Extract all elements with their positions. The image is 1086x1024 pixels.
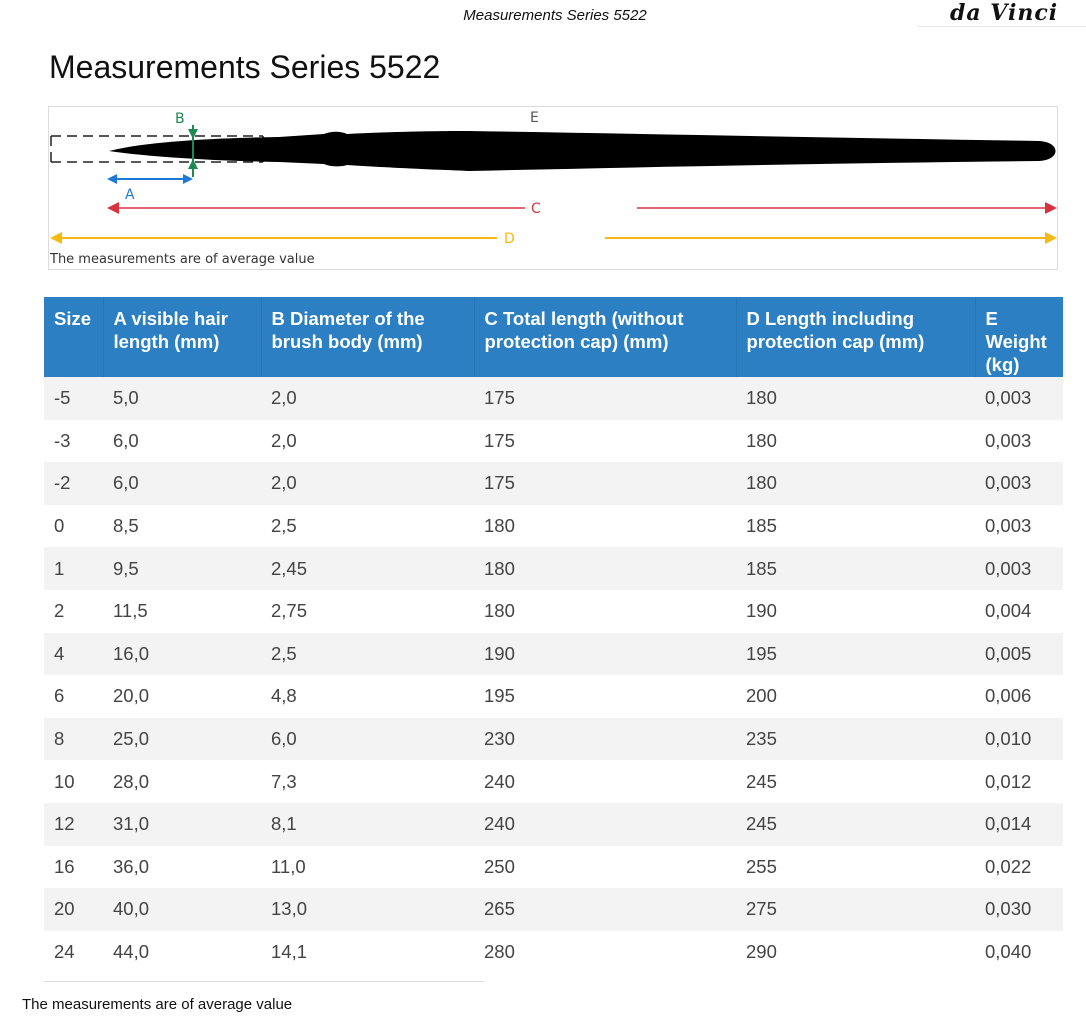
table-cell: 180 — [736, 377, 975, 420]
footnote: The measurements are of average value — [22, 996, 293, 1013]
table-cell: 2,0 — [261, 462, 474, 505]
page-title: Measurements Series 5522 — [49, 49, 441, 85]
label-b: B — [175, 111, 185, 127]
table-cell: 24 — [44, 931, 103, 974]
table-row — [44, 547, 1063, 590]
table-row — [44, 377, 1063, 420]
label-a: A — [125, 187, 135, 203]
table-cell: 180 — [474, 590, 736, 633]
table-cell: 175 — [474, 377, 736, 420]
table-cell: 2,75 — [261, 590, 474, 633]
table-row — [44, 633, 1063, 676]
brush-diagram-svg — [49, 107, 1059, 271]
table-row — [44, 931, 1063, 974]
table-cell: 250 — [474, 846, 736, 889]
table-cell: 13,0 — [261, 888, 474, 931]
table-cell: 8,5 — [103, 505, 261, 548]
col-diameter: B Diameter of the brush body (mm) — [261, 297, 474, 377]
col-size: Size — [44, 297, 103, 377]
table-cell: 240 — [474, 760, 736, 803]
label-c: C — [531, 201, 541, 217]
table-cell: 1 — [44, 547, 103, 590]
table-cell: 2,5 — [261, 505, 474, 548]
table-header-row — [44, 297, 1063, 377]
table-cell: 7,3 — [261, 760, 474, 803]
logo-text: da Vinci — [950, 0, 1059, 26]
table-cell: 0,006 — [975, 675, 1063, 718]
table-row — [44, 718, 1063, 761]
table-cell: 0,040 — [975, 931, 1063, 974]
table-cell: 0,010 — [975, 718, 1063, 761]
table-cell: 14,1 — [261, 931, 474, 974]
label-e: E — [530, 110, 539, 126]
table-cell: 16,0 — [103, 633, 261, 676]
table-cell: 245 — [736, 803, 975, 846]
table-cell: 20,0 — [103, 675, 261, 718]
table-cell: 11,5 — [103, 590, 261, 633]
table-body — [44, 377, 1063, 973]
table-cell: 2,45 — [261, 547, 474, 590]
table-bottom-rule — [44, 981, 484, 982]
table-cell: 195 — [736, 633, 975, 676]
table-row — [44, 846, 1063, 889]
diagram-note: The measurements are of average value — [50, 252, 315, 267]
table-cell: 4,8 — [261, 675, 474, 718]
table-cell: 175 — [474, 420, 736, 463]
col-length-with-cap: D Length including protection cap (mm) — [736, 297, 975, 377]
table-cell: 2 — [44, 590, 103, 633]
table-cell: 230 — [474, 718, 736, 761]
table-cell: 185 — [736, 505, 975, 548]
table-cell: 180 — [736, 420, 975, 463]
table-cell: 4 — [44, 633, 103, 676]
table-cell: 0 — [44, 505, 103, 548]
table-cell: 0,004 — [975, 590, 1063, 633]
table-cell: 290 — [736, 931, 975, 974]
table-cell: 200 — [736, 675, 975, 718]
table-row — [44, 675, 1063, 718]
table-cell: 0,012 — [975, 760, 1063, 803]
brand-logo — [918, 0, 1086, 27]
table-cell: 240 — [474, 803, 736, 846]
table-cell: 8,1 — [261, 803, 474, 846]
table-row — [44, 462, 1063, 505]
table-cell: 36,0 — [103, 846, 261, 889]
table-row — [44, 590, 1063, 633]
table-cell: 0,014 — [975, 803, 1063, 846]
table-cell: 6,0 — [103, 462, 261, 505]
table-cell: 6,0 — [261, 718, 474, 761]
table-cell: 255 — [736, 846, 975, 889]
table-cell: 190 — [474, 633, 736, 676]
table-cell: 0,003 — [975, 505, 1063, 548]
table-row — [44, 803, 1063, 846]
table-cell: 245 — [736, 760, 975, 803]
table-row — [44, 888, 1063, 931]
col-weight: E Weight (kg) — [975, 297, 1063, 377]
brush-silhouette — [109, 131, 1056, 171]
table-cell: 180 — [474, 505, 736, 548]
table-cell: 275 — [736, 888, 975, 931]
table-cell: 185 — [736, 547, 975, 590]
table-cell: 0,005 — [975, 633, 1063, 676]
table-cell: 0,003 — [975, 462, 1063, 505]
table-cell: 0,003 — [975, 420, 1063, 463]
table-cell: 28,0 — [103, 760, 261, 803]
label-d: D — [504, 231, 515, 247]
table-row — [44, 505, 1063, 548]
table-cell: 2,0 — [261, 420, 474, 463]
table-cell: 11,0 — [261, 846, 474, 889]
table-cell: 16 — [44, 846, 103, 889]
table-cell: 10 — [44, 760, 103, 803]
table-cell: 180 — [736, 462, 975, 505]
table-row — [44, 760, 1063, 803]
table-cell: 31,0 — [103, 803, 261, 846]
table-cell: 8 — [44, 718, 103, 761]
col-total-length: C Total length (without protection cap) (mm) — [474, 297, 736, 377]
brush-measurement-diagram — [48, 106, 1058, 270]
table-cell: 190 — [736, 590, 975, 633]
table-cell: 180 — [474, 547, 736, 590]
a-arrow — [107, 174, 193, 184]
table-cell: 44,0 — [103, 931, 261, 974]
table-cell: 2,5 — [261, 633, 474, 676]
table-cell: 40,0 — [103, 888, 261, 931]
table-row — [44, 420, 1063, 463]
table-cell: 0,003 — [975, 377, 1063, 420]
table-cell: 280 — [474, 931, 736, 974]
table-cell: 2,0 — [261, 377, 474, 420]
table-cell: -3 — [44, 420, 103, 463]
col-hair-length: A visible hair length (mm) — [103, 297, 261, 377]
c-arrow — [107, 202, 1057, 214]
table-cell: 195 — [474, 675, 736, 718]
table-cell: -5 — [44, 377, 103, 420]
table-cell: 25,0 — [103, 718, 261, 761]
table-cell: 235 — [736, 718, 975, 761]
table-cell: 6 — [44, 675, 103, 718]
running-header: Measurements Series 5522 — [463, 7, 647, 24]
table-cell: 5,0 — [103, 377, 261, 420]
measurements-table — [44, 297, 1063, 973]
table-cell: 0,030 — [975, 888, 1063, 931]
table-cell: 265 — [474, 888, 736, 931]
table-cell: -2 — [44, 462, 103, 505]
table-cell: 12 — [44, 803, 103, 846]
table-cell: 9,5 — [103, 547, 261, 590]
table-cell: 0,003 — [975, 547, 1063, 590]
table-cell: 175 — [474, 462, 736, 505]
table-cell: 0,022 — [975, 846, 1063, 889]
table-cell: 20 — [44, 888, 103, 931]
d-arrow — [50, 232, 1057, 244]
table-cell: 6,0 — [103, 420, 261, 463]
